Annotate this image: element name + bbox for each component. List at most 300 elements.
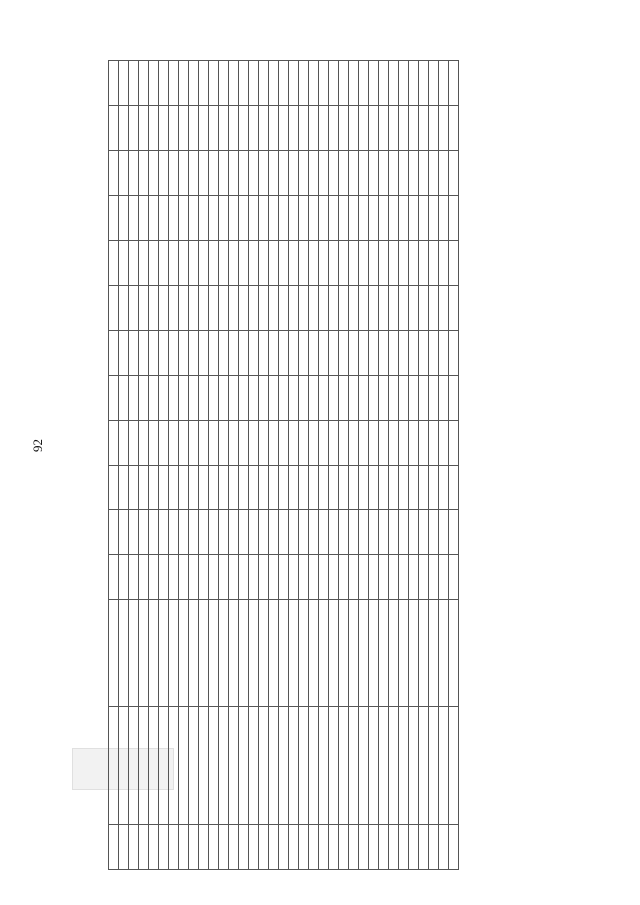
table-cell — [379, 150, 389, 195]
table-cell — [439, 825, 449, 870]
table-cell — [279, 420, 289, 465]
table-cell — [249, 195, 259, 240]
table-cell — [429, 240, 439, 285]
table-cell — [399, 600, 409, 707]
table-cell — [349, 555, 359, 600]
table-cell — [439, 600, 449, 707]
table-cell — [439, 707, 449, 825]
table-cell — [159, 61, 169, 106]
table-cell — [349, 510, 359, 555]
table-cell — [389, 285, 399, 330]
table-cell — [189, 420, 199, 465]
table-cell — [369, 600, 379, 707]
table-row — [429, 61, 439, 870]
table-cell — [209, 555, 219, 600]
table-cell — [309, 330, 319, 375]
table-cell — [249, 825, 259, 870]
header-cell — [109, 600, 119, 707]
table-cell — [429, 420, 439, 465]
table-cell — [259, 707, 269, 825]
table-cell — [349, 106, 359, 151]
table-cell — [309, 240, 319, 285]
table-cell — [259, 825, 269, 870]
table-cell — [409, 61, 419, 106]
table-cell — [439, 510, 449, 555]
table-cell — [309, 61, 319, 106]
table-cell — [209, 825, 219, 870]
table-cell — [389, 465, 399, 510]
table-cell — [289, 510, 299, 555]
table-cell — [299, 825, 309, 870]
table-cell — [309, 600, 319, 707]
table-row — [259, 61, 269, 870]
table-cell — [409, 707, 419, 825]
table-cell — [129, 285, 139, 330]
table-cell — [439, 420, 449, 465]
table-row — [299, 61, 309, 870]
table-cell — [339, 285, 349, 330]
table-cell — [279, 150, 289, 195]
table-row — [279, 61, 289, 870]
table-cell — [379, 195, 389, 240]
table-cell — [269, 707, 279, 825]
table-cell — [319, 240, 329, 285]
table-cell — [379, 420, 389, 465]
table-cell — [129, 465, 139, 510]
table-cell — [389, 150, 399, 195]
table-cell — [159, 420, 169, 465]
table-cell — [409, 600, 419, 707]
column-number-cell — [119, 825, 129, 870]
table-cell — [199, 510, 209, 555]
table-cell — [329, 150, 339, 195]
table-cell — [299, 375, 309, 420]
table-cell — [419, 825, 429, 870]
table-cell — [439, 330, 449, 375]
table-cell — [449, 330, 459, 375]
table-cell — [309, 555, 319, 600]
table-cell — [239, 375, 249, 420]
table-cell — [299, 600, 309, 707]
table-cell — [289, 195, 299, 240]
table-cell — [419, 465, 429, 510]
table-cell — [409, 150, 419, 195]
table-cell — [409, 375, 419, 420]
table-cell — [209, 707, 219, 825]
table-cell — [429, 555, 439, 600]
table-cell — [229, 375, 239, 420]
table-cell — [279, 555, 289, 600]
table-cell — [149, 330, 159, 375]
table-cell — [139, 285, 149, 330]
table-row — [189, 61, 199, 870]
table-cell — [279, 510, 289, 555]
table-cell — [159, 106, 169, 151]
table-cell — [179, 707, 189, 825]
table-cell — [419, 510, 429, 555]
table-cell — [249, 510, 259, 555]
table-cell — [319, 555, 329, 600]
table-cell — [439, 150, 449, 195]
header-cell — [109, 150, 119, 195]
table-cell — [239, 707, 249, 825]
table-cell — [289, 240, 299, 285]
table-cell — [329, 825, 339, 870]
table-cell — [409, 330, 419, 375]
table-cell — [449, 375, 459, 420]
table-cell — [139, 825, 149, 870]
table-cell — [149, 195, 159, 240]
table-cell — [329, 240, 339, 285]
table-cell — [419, 285, 429, 330]
table-cell — [239, 106, 249, 151]
table-cell — [189, 600, 199, 707]
table-cell — [449, 195, 459, 240]
table-cell — [419, 375, 429, 420]
table-row — [159, 61, 169, 870]
table-cell — [439, 555, 449, 600]
table-cell — [249, 240, 259, 285]
table-cell — [399, 375, 409, 420]
table-cell — [279, 465, 289, 510]
table-cell — [219, 195, 229, 240]
table-cell — [419, 150, 429, 195]
table-cell — [179, 600, 189, 707]
table-cell — [309, 285, 319, 330]
header-cell — [109, 555, 119, 600]
table-cell — [129, 240, 139, 285]
table-cell — [349, 375, 359, 420]
table-cell — [259, 375, 269, 420]
table-cell — [129, 510, 139, 555]
table-cell — [309, 465, 319, 510]
table-cell — [359, 420, 369, 465]
table-cell — [339, 510, 349, 555]
table-cell — [239, 150, 249, 195]
table-cell — [229, 555, 239, 600]
table-cell — [399, 150, 409, 195]
table-cell — [229, 240, 239, 285]
table-cell — [259, 285, 269, 330]
table-cell — [429, 61, 439, 106]
table-cell — [279, 825, 289, 870]
table-row — [139, 61, 149, 870]
table-cell — [359, 510, 369, 555]
table-cell — [329, 195, 339, 240]
table-cell — [369, 465, 379, 510]
table-cell — [389, 707, 399, 825]
table-row — [229, 61, 239, 870]
table-cell — [239, 420, 249, 465]
table-cell — [149, 61, 159, 106]
table-cell — [369, 707, 379, 825]
page-number: 92 — [30, 439, 45, 452]
table-cell — [339, 420, 349, 465]
table-cell — [379, 600, 389, 707]
table-cell — [139, 465, 149, 510]
table-cell — [199, 240, 209, 285]
table-cell — [269, 510, 279, 555]
table-row — [209, 61, 219, 870]
table-cell — [339, 330, 349, 375]
column-number-cell — [119, 555, 129, 600]
table-cell — [249, 707, 259, 825]
table-cell — [429, 330, 439, 375]
table-cell — [299, 150, 309, 195]
table-cell — [189, 195, 199, 240]
table-cell — [249, 285, 259, 330]
table-cell — [179, 465, 189, 510]
table-cell — [399, 420, 409, 465]
table-cell — [149, 150, 159, 195]
column-number-cell — [119, 420, 129, 465]
table-cell — [339, 195, 349, 240]
table-cell — [159, 707, 169, 825]
table-cell — [259, 240, 269, 285]
table-cell — [409, 825, 419, 870]
budget-table — [108, 60, 459, 870]
table-cell — [409, 240, 419, 285]
table-cell — [399, 285, 409, 330]
table-cell — [269, 465, 279, 510]
table-cell — [159, 555, 169, 600]
table-cell — [309, 150, 319, 195]
table-cell — [199, 61, 209, 106]
table-cell — [279, 330, 289, 375]
table-cell — [329, 375, 339, 420]
table-cell — [359, 825, 369, 870]
table-cell — [159, 150, 169, 195]
table-cell — [129, 375, 139, 420]
table-cell — [379, 61, 389, 106]
table-cell — [159, 465, 169, 510]
table-cell — [219, 375, 229, 420]
table-cell — [219, 555, 229, 600]
column-number-cell — [119, 510, 129, 555]
table-row — [329, 61, 339, 870]
table-cell — [429, 375, 439, 420]
table-cell — [259, 555, 269, 600]
table-cell — [259, 61, 269, 106]
table-cell — [149, 420, 159, 465]
table-row — [179, 61, 189, 870]
table-cell — [209, 600, 219, 707]
table-cell — [199, 150, 209, 195]
table-cell — [179, 825, 189, 870]
table-cell — [169, 106, 179, 151]
table-cell — [339, 240, 349, 285]
table-cell — [449, 61, 459, 106]
table-cell — [329, 61, 339, 106]
table-cell — [189, 240, 199, 285]
table-cell — [319, 825, 329, 870]
table-cell — [419, 240, 429, 285]
header-cell — [109, 420, 119, 465]
table-cell — [299, 510, 309, 555]
table-cell — [429, 285, 439, 330]
column-number-cell — [119, 195, 129, 240]
table-cell — [309, 195, 319, 240]
table-row — [449, 61, 459, 870]
table-cell — [169, 195, 179, 240]
table-cell — [179, 420, 189, 465]
table-cell — [419, 600, 429, 707]
table-cell — [369, 106, 379, 151]
table-cell — [449, 465, 459, 510]
table-cell — [379, 465, 389, 510]
table-cell — [189, 825, 199, 870]
table-cell — [309, 375, 319, 420]
table-cell — [269, 61, 279, 106]
table-cell — [449, 240, 459, 285]
table-cell — [359, 465, 369, 510]
table-row — [409, 61, 419, 870]
table-cell — [339, 825, 349, 870]
table-cell — [349, 285, 359, 330]
table-cell — [249, 330, 259, 375]
table-cell — [229, 465, 239, 510]
table-cell — [249, 465, 259, 510]
table-cell — [379, 825, 389, 870]
table-cell — [359, 240, 369, 285]
table-cell — [409, 106, 419, 151]
header-cell — [109, 375, 119, 420]
table-cell — [379, 555, 389, 600]
table-cell — [179, 240, 189, 285]
table-cell — [239, 465, 249, 510]
table-cell — [369, 240, 379, 285]
table-cell — [269, 150, 279, 195]
table-cell — [259, 600, 269, 707]
table-cell — [399, 106, 409, 151]
table-cell — [279, 195, 289, 240]
table-cell — [299, 285, 309, 330]
table-cell — [219, 707, 229, 825]
table-cell — [239, 285, 249, 330]
table-row — [399, 61, 409, 870]
table-cell — [349, 420, 359, 465]
table-cell — [129, 61, 139, 106]
table-cell — [409, 285, 419, 330]
header-cell — [109, 106, 119, 151]
table-cell — [179, 510, 189, 555]
table-cell — [439, 375, 449, 420]
table-row — [199, 61, 209, 870]
table-cell — [359, 106, 369, 151]
table-cell — [129, 420, 139, 465]
table-cell — [329, 707, 339, 825]
table-row — [389, 61, 399, 870]
table-cell — [329, 465, 339, 510]
table-cell — [239, 61, 249, 106]
table-cell — [289, 375, 299, 420]
table-cell — [199, 106, 209, 151]
table-cell — [219, 510, 229, 555]
table-cell — [149, 707, 159, 825]
table-cell — [159, 375, 169, 420]
table-cell — [159, 285, 169, 330]
table-cell — [399, 465, 409, 510]
table-cell — [269, 240, 279, 285]
table-cell — [159, 195, 169, 240]
table-cell — [139, 420, 149, 465]
column-number-cell — [119, 150, 129, 195]
table-cell — [449, 420, 459, 465]
table-cell — [439, 240, 449, 285]
table-cell — [429, 600, 439, 707]
table-row — [149, 61, 159, 870]
header-cell — [109, 465, 119, 510]
table-cell — [429, 465, 439, 510]
table-cell — [299, 420, 309, 465]
table-cell — [149, 240, 159, 285]
table-cell — [139, 150, 149, 195]
table-cell — [169, 510, 179, 555]
table-cell — [229, 61, 239, 106]
table-cell — [359, 195, 369, 240]
table-cell — [279, 285, 289, 330]
table-cell — [279, 106, 289, 151]
table-cell — [319, 150, 329, 195]
table-cell — [329, 420, 339, 465]
table-cell — [309, 420, 319, 465]
table-cell — [319, 61, 329, 106]
table-cell — [139, 375, 149, 420]
table-cell — [139, 510, 149, 555]
table-cell — [339, 150, 349, 195]
table-cell — [139, 61, 149, 106]
table-cell — [209, 150, 219, 195]
table-cell — [389, 240, 399, 285]
table-cell — [229, 600, 239, 707]
table-cell — [149, 106, 159, 151]
table-cell — [429, 825, 439, 870]
table-cell — [409, 420, 419, 465]
table-cell — [269, 285, 279, 330]
table-cell — [449, 510, 459, 555]
table-cell — [439, 195, 449, 240]
table-row — [319, 61, 329, 870]
table-cell — [259, 465, 269, 510]
column-number-cell — [119, 465, 129, 510]
table-cell — [199, 420, 209, 465]
table-cell — [189, 106, 199, 151]
table-cell — [339, 707, 349, 825]
table-cell — [419, 195, 429, 240]
table-cell — [209, 330, 219, 375]
table-cell — [399, 195, 409, 240]
header-cell — [109, 285, 119, 330]
table-cell — [229, 150, 239, 195]
table-cell — [289, 285, 299, 330]
table-cell — [179, 555, 189, 600]
table-cell — [269, 600, 279, 707]
table-cell — [139, 106, 149, 151]
table-cell — [199, 555, 209, 600]
table-cell — [359, 285, 369, 330]
table-cell — [439, 285, 449, 330]
table-cell — [379, 106, 389, 151]
table-cell — [319, 285, 329, 330]
table-cell — [129, 150, 139, 195]
table-row — [249, 61, 259, 870]
table-cell — [369, 510, 379, 555]
table-cell — [409, 195, 419, 240]
table-cell — [319, 106, 329, 151]
table-cell — [349, 330, 359, 375]
column-number-cell — [119, 61, 129, 106]
table-cell — [279, 375, 289, 420]
